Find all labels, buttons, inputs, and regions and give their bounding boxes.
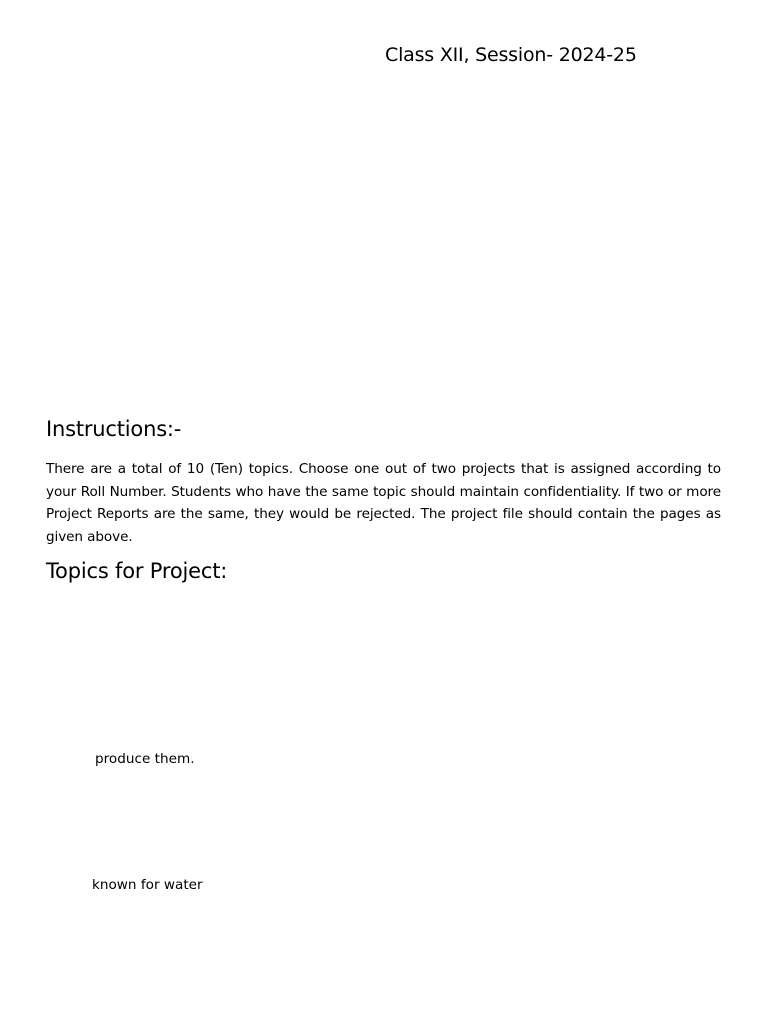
topic-text-fragment: known for water — [92, 877, 203, 893]
topic-text-fragment: produce them. — [95, 751, 195, 767]
instructions-paragraph: There are a total of 10 (Ten) topics. Choose one out of two projects that is assigned according to your Roll Number. Students who have the same topic should maintain confidentiality. If two or more Project Reports are the same, they would be rejected. The project file should contain the pages as given above. — [46, 461, 721, 545]
topics-heading: Topics for Project: — [46, 559, 228, 583]
class-session-label: Class XII, Session- 2024-25 — [385, 44, 637, 66]
instructions-heading: Instructions:- — [46, 417, 182, 441]
